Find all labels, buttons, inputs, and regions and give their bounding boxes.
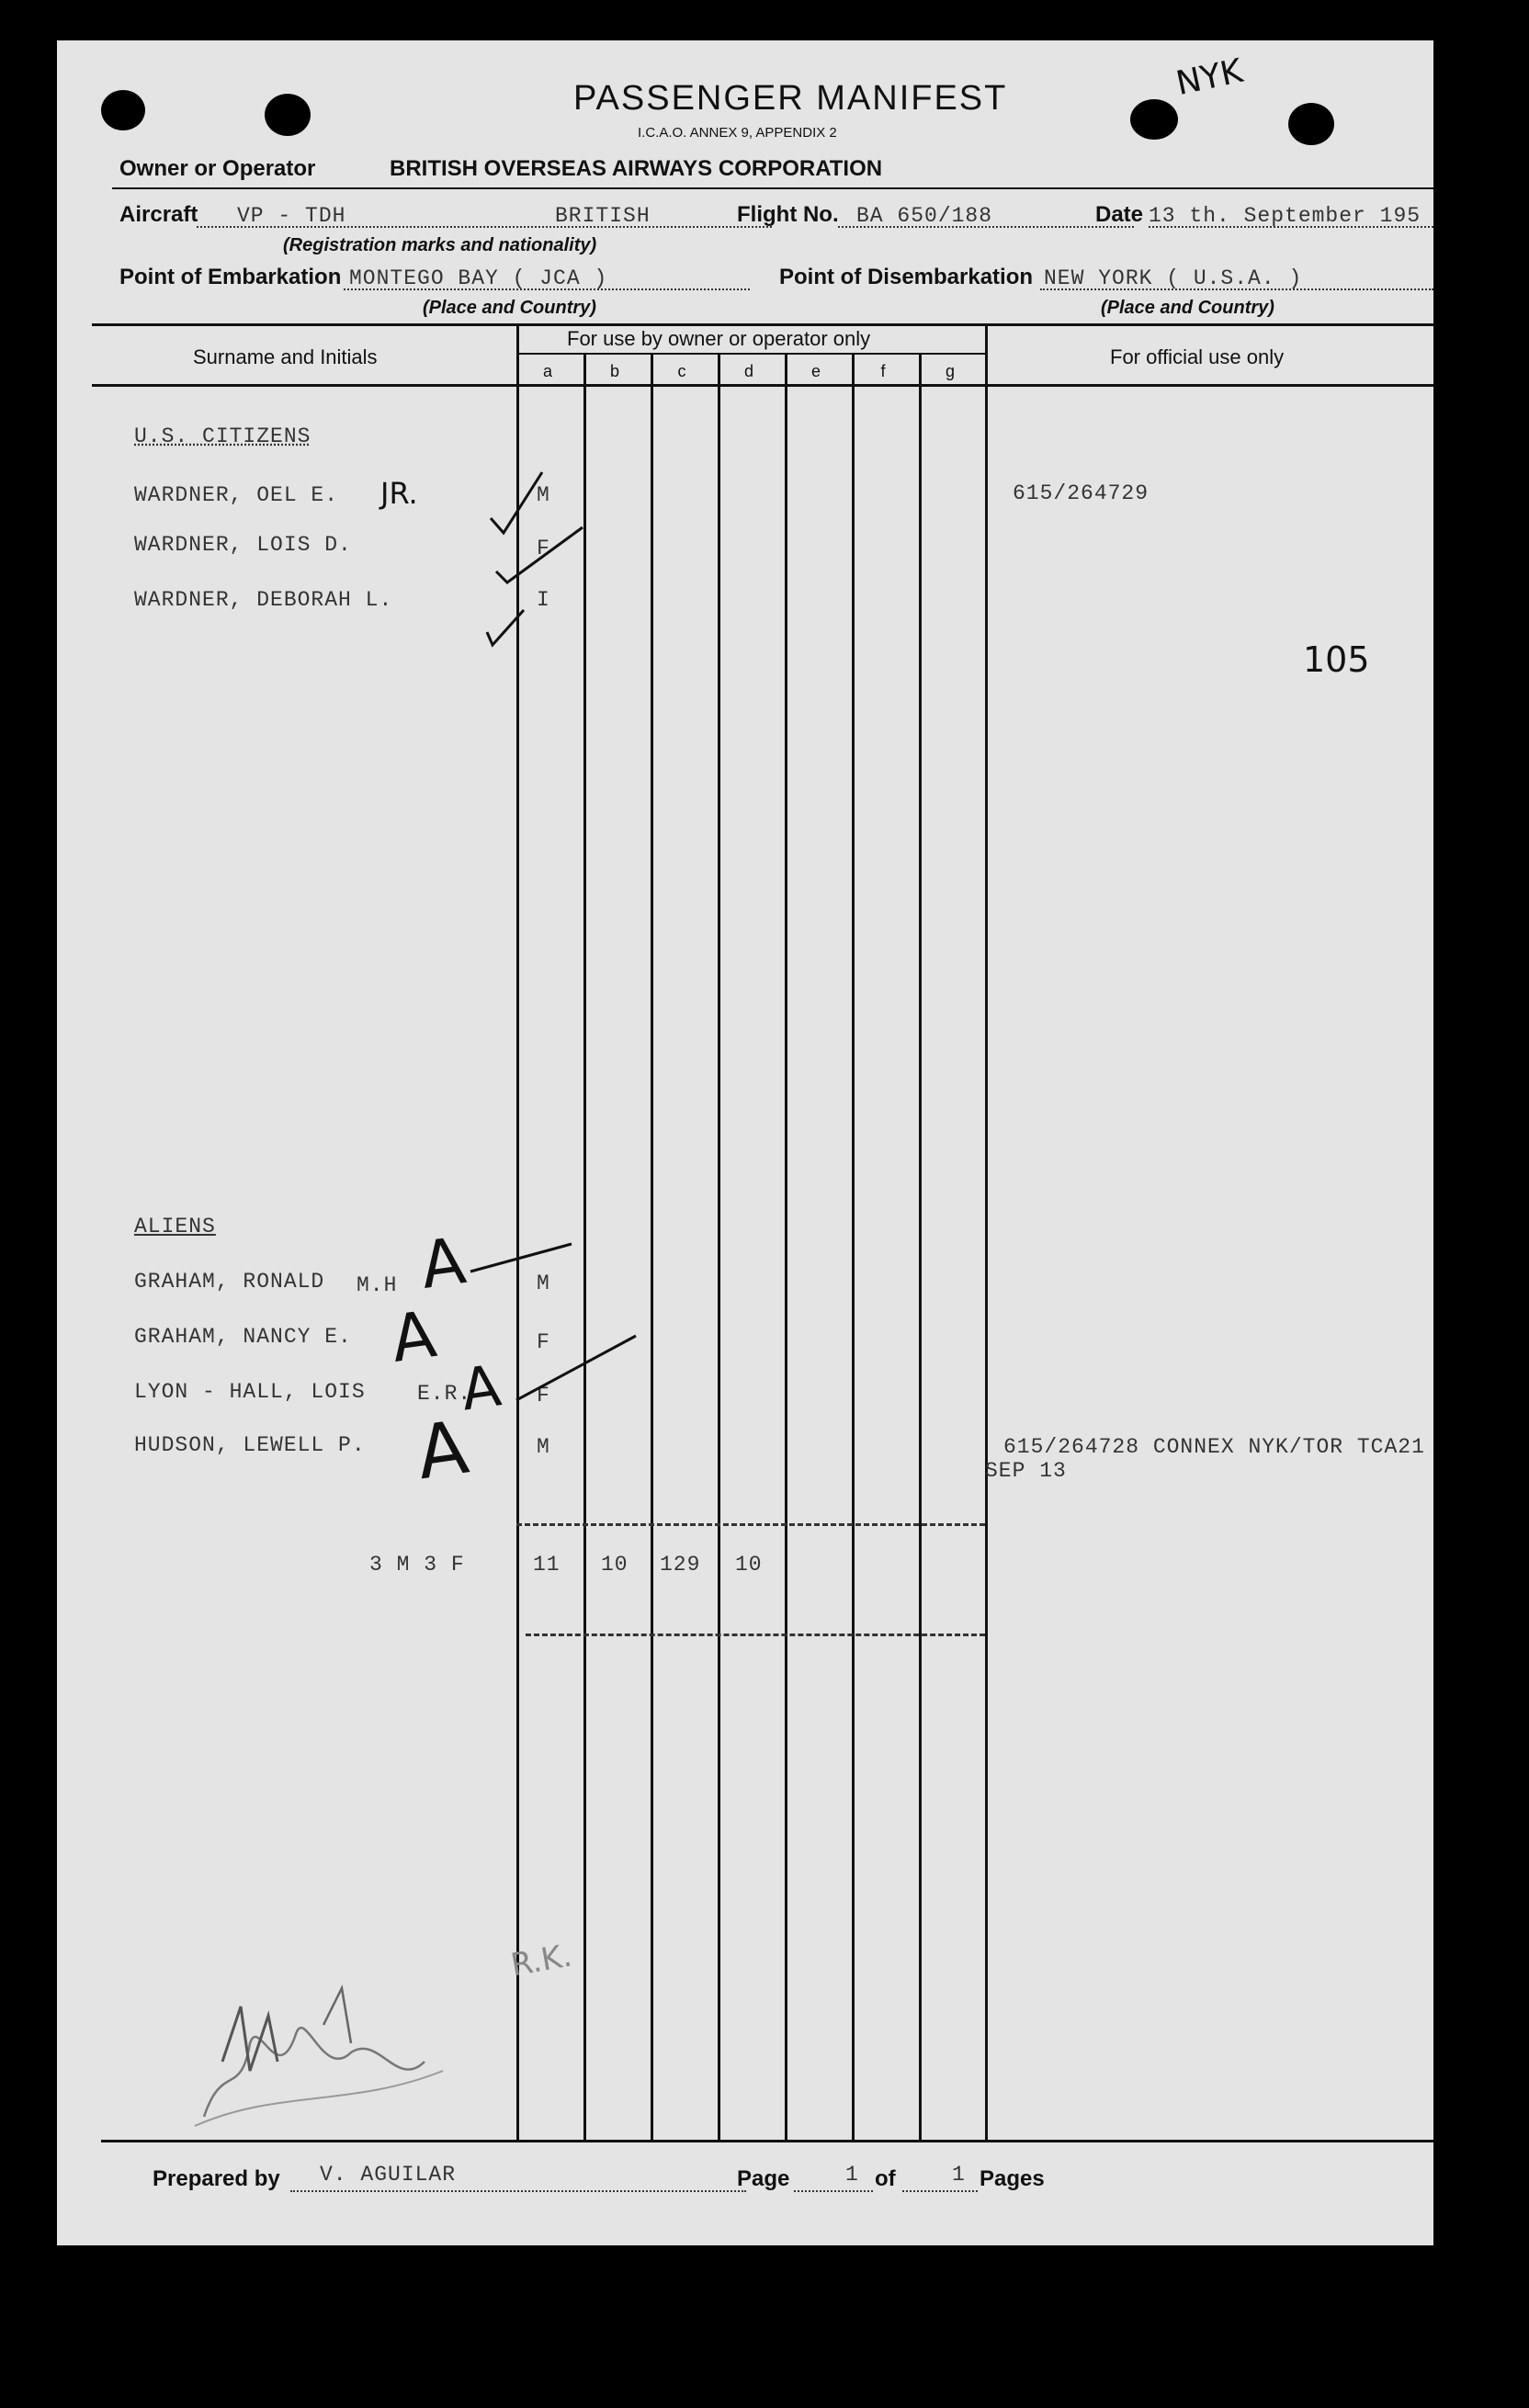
passenger-initials: E.R. [417, 1382, 472, 1406]
prepared-dots [290, 2190, 746, 2192]
col-c-header: c [677, 362, 686, 380]
passenger-initials: M.H [357, 1273, 398, 1297]
passenger-name: WARDNER, DEBORAH L. [134, 588, 393, 612]
check-marks [480, 454, 627, 674]
punch-hole-left-1 [101, 90, 145, 130]
page-value: 1 [845, 2163, 859, 2187]
disembark-note: (Place and Country) [1101, 298, 1274, 318]
handwritten-a-mark: A [386, 1296, 441, 1377]
col-surname-header: Surname and Initials [193, 345, 378, 368]
prepared-value: V. AGUILAR [320, 2163, 457, 2187]
passenger-col-a: I [537, 588, 550, 612]
passenger-col-a: M [537, 1272, 550, 1295]
col-b-header: b [609, 362, 619, 380]
owner-subheader-rule [516, 353, 985, 355]
col-f-header: f [880, 362, 886, 380]
table-header-bottom-rule [92, 384, 1433, 387]
official-ref-2-line2: SEP 13 [985, 1459, 1067, 1483]
col-a-header: a [542, 362, 552, 380]
flight-label: Flight No. [737, 202, 839, 227]
col-divider-b [651, 353, 653, 2140]
check-mark-1 [491, 472, 542, 533]
aircraft-value: VP - TDH [237, 204, 346, 228]
col-e-header: e [810, 362, 821, 380]
passenger-col-a: M [537, 483, 550, 507]
page-label: Page [737, 2166, 790, 2191]
punch-hole-right-1 [1130, 99, 1178, 140]
official-page-number: 105 [1303, 639, 1370, 680]
total-col-c: 129 [660, 1553, 701, 1577]
owner-rule [112, 187, 1433, 189]
manifest-page [57, 40, 1433, 2245]
footer-rule [101, 2140, 1433, 2142]
section-aliens: ALIENS [134, 1215, 216, 1238]
col-d-header: d [743, 362, 753, 380]
handwritten-initials: R.K. [508, 1937, 575, 1984]
of-label: of [875, 2166, 896, 2191]
embark-label: Point of Embarkation [119, 265, 342, 289]
pages-label: Pages [980, 2166, 1045, 2191]
of-dots [902, 2190, 978, 2192]
col-divider-c [718, 353, 720, 2140]
page-dots [794, 2190, 873, 2192]
passenger-name: LYON - HALL, LOIS [134, 1380, 366, 1404]
check-mark-3 [487, 610, 524, 645]
passenger-name: WARDNER, OEL E. [134, 483, 339, 507]
flight-value: BA 650/188 [856, 204, 993, 228]
col-owner-header: For use by owner or operator only [567, 327, 871, 350]
punch-hole-left-2 [265, 94, 311, 136]
disembark-value: NEW YORK ( U.S.A. ) [1044, 266, 1303, 290]
date-label: Date [1095, 202, 1144, 227]
prepared-label: Prepared by [153, 2166, 280, 2191]
aircraft-note: (Registration marks and nationality) [283, 235, 597, 255]
handwritten-a-mark: A [415, 1223, 470, 1304]
totals-label: 3 M 3 F [369, 1553, 465, 1577]
totals-bottom-rule [526, 1634, 985, 1636]
owner-label: Owner or Operator [119, 156, 316, 181]
passenger-name: WARDNER, LOIS D. [134, 533, 352, 557]
table-top-rule [92, 323, 1433, 326]
total-col-d: 10 [735, 1553, 763, 1577]
section-us-citizens: U.S. CITIZENS [134, 424, 311, 448]
embark-note: (Place and Country) [423, 298, 596, 318]
passenger-name: GRAHAM, NANCY E. [134, 1325, 352, 1349]
col-divider-e [852, 353, 855, 2140]
check-mark-2 [496, 527, 583, 582]
owner-value: BRITISH OVERSEAS AIRWAYS CORPORATION [390, 156, 883, 181]
col-divider-d [785, 353, 787, 2140]
official-ref-1: 615/264729 [1013, 481, 1150, 505]
col-divider-official [985, 324, 988, 2140]
handwritten-a-mark: A [411, 1404, 473, 1497]
passenger-hand-note: JR. [380, 476, 418, 511]
passenger-col-a: F [537, 1384, 550, 1407]
col-divider-f [919, 353, 922, 2140]
totals-top-rule [516, 1523, 985, 1526]
passenger-col-a: M [537, 1435, 550, 1459]
manifest-title: PASSENGER MANIFEST [573, 79, 1008, 118]
total-col-a: 11 [533, 1553, 561, 1577]
total-col-b: 10 [601, 1553, 629, 1577]
manifest-subtitle: I.C.A.O. ANNEX 9, APPENDIX 2 [638, 125, 837, 141]
date-value: 13 th. September 195 [1149, 204, 1421, 228]
official-ref-2-line1: 615/264728 CONNEX NYK/TOR TCA21 [1003, 1435, 1425, 1459]
passenger-name: HUDSON, LEWELL P. [134, 1433, 366, 1457]
of-value: 1 [952, 2163, 966, 2187]
passenger-col-a: F [537, 537, 550, 560]
aircraft-label: Aircraft [119, 202, 198, 227]
punch-hole-right-2 [1288, 103, 1334, 145]
col-g-header: g [945, 362, 955, 380]
embark-value: MONTEGO BAY ( JCA ) [349, 266, 608, 290]
handwritten-a-mark: A [457, 1351, 505, 1424]
aircraft-nationality: BRITISH [555, 204, 651, 228]
corner-note: NYK [1172, 51, 1247, 104]
disembark-label: Point of Disembarkation [779, 265, 1034, 289]
passenger-name: GRAHAM, RONALD [134, 1270, 325, 1294]
passenger-col-a: F [537, 1330, 550, 1354]
alien-strike-lines [461, 1235, 645, 1419]
col-official-header: For official use only [1110, 345, 1285, 368]
handwritten-scribble [167, 1951, 480, 2135]
